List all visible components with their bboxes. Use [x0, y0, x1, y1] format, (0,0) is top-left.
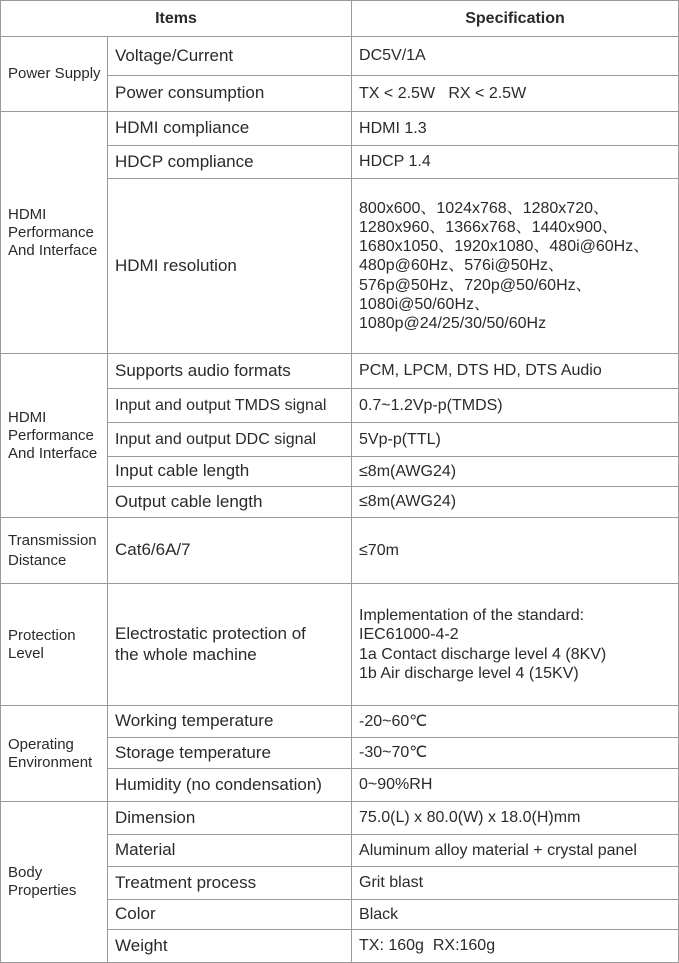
resolution-line: 1080i@50/60Hz、 — [359, 295, 491, 313]
category-power-supply: Power Supply — [1, 37, 108, 112]
table-row — [1, 584, 679, 706]
category-line: Transmission — [8, 532, 97, 549]
category-line: Protection — [8, 626, 76, 644]
audio-formats-value: PCM, LPCM, DTS HD, DTS Audio — [352, 354, 679, 389]
hdmi-resolution-label: HDMI resolution — [108, 179, 352, 354]
storage-temperature-label: Storage temperature — [108, 738, 352, 769]
table-row — [1, 354, 679, 389]
tmds-signal-label: Input and output TMDS signal — [108, 389, 352, 423]
weight-label: Weight — [108, 930, 352, 963]
voltage-label: Voltage/Current — [108, 37, 352, 76]
value-line: IEC61000-4-2 — [359, 626, 459, 644]
category-line: Performance — [8, 426, 94, 444]
table-row — [1, 518, 679, 584]
category-line: Distance — [8, 551, 67, 569]
category-line: And Interface — [8, 241, 98, 259]
treatment-process-value: Grit blast — [352, 867, 679, 900]
consumption-value: TX < 2.5W RX < 2.5W — [352, 76, 679, 112]
transmission-distance-value: ≤70m — [352, 518, 679, 584]
label-line: the whole machine — [115, 644, 257, 664]
table-row — [1, 802, 679, 835]
header-row — [1, 1, 679, 37]
working-temperature-value: -20~60℃ — [352, 706, 679, 738]
dimension-label: Dimension — [108, 802, 352, 835]
electrostatic-protection-value — [352, 584, 679, 706]
humidity-label: Humidity (no condensation) — [108, 769, 352, 802]
output-cable-length-value: ≤8m(AWG24) — [352, 487, 679, 518]
color-value: Black — [352, 900, 679, 930]
storage-temperature-value: -30~70℃ — [352, 738, 679, 769]
output-cable-length-label: Output cable length — [108, 487, 352, 518]
resolution-line: 1280x960、1366x768、1440x900、 — [359, 219, 618, 237]
specification-header: Specification — [352, 1, 679, 37]
category-line: Operating — [8, 735, 74, 753]
category-body-properties — [1, 802, 108, 963]
working-temperature-label: Working temperature — [108, 706, 352, 738]
category-line: And Interface — [8, 444, 98, 462]
treatment-process-label: Treatment process — [108, 867, 352, 900]
resolution-line: 480p@60Hz、576i@50Hz、 — [359, 257, 565, 275]
weight-value: TX: 160g RX:160g — [352, 930, 679, 963]
voltage-value: DC5V/1A — [352, 37, 679, 76]
hdmi-resolution-value — [352, 179, 679, 354]
category-line: Level — [8, 644, 44, 662]
category-protection-level — [1, 584, 108, 706]
value-line: Implementation of the standard: — [359, 607, 585, 625]
hdmi-compliance-value: HDMI 1.3 — [352, 112, 679, 146]
category-operating-environment — [1, 706, 108, 802]
category-line: Body — [8, 864, 43, 881]
value-line: 1b Air discharge level 4 (15KV) — [359, 664, 579, 682]
audio-formats-label: Supports audio formats — [108, 354, 352, 389]
color-label: Color — [108, 900, 352, 930]
table-row — [1, 706, 679, 738]
category-line: Performance — [8, 223, 94, 241]
hdcp-compliance-value: HDCP 1.4 — [352, 146, 679, 179]
table-row — [1, 37, 679, 76]
input-cable-length-value: ≤8m(AWG24) — [352, 457, 679, 487]
hdcp-compliance-label: HDCP compliance — [108, 146, 352, 179]
material-label: Material — [108, 835, 352, 867]
category-hdmi-performance — [1, 354, 108, 518]
value-line: 1a Contact discharge level 4 (8KV) — [359, 645, 607, 663]
ddc-signal-label: Input and output DDC signal — [108, 423, 352, 457]
label-line: Electrostatic protection of — [115, 624, 306, 644]
category-hdmi-performance — [1, 112, 108, 354]
input-cable-length-label: Input cable length — [108, 457, 352, 487]
cable-type-label: Cat6/6A/7 — [108, 518, 352, 584]
category-line: HDMI — [8, 205, 47, 223]
items-header: Items — [1, 1, 352, 37]
category-line: HDMI — [8, 408, 47, 426]
consumption-label: Power consumption — [108, 76, 352, 112]
resolution-line: 1680x1050、1920x1080、480i@60Hz、 — [359, 238, 650, 256]
category-line: Environment — [8, 753, 93, 771]
hdmi-compliance-label: HDMI compliance — [108, 112, 352, 146]
resolution-line: 800x600、1024x768、1280x720、 — [359, 199, 609, 217]
electrostatic-protection-label — [108, 584, 352, 706]
category-transmission-distance — [1, 518, 108, 584]
humidity-value: 0~90%RH — [352, 769, 679, 802]
tmds-signal-value: 0.7~1.2Vp-p(TMDS) — [352, 389, 679, 423]
material-value: Aluminum alloy material + crystal panel — [352, 835, 679, 867]
ddc-signal-value: 5Vp-p(TTL) — [352, 423, 679, 457]
resolution-line: 1080p@24/25/30/50/60Hz — [359, 314, 547, 332]
resolution-line: 576p@50Hz、720p@50/60Hz、 — [359, 276, 592, 294]
category-line: Properties — [8, 882, 77, 899]
table-row — [1, 112, 679, 146]
dimension-value: 75.0(L) x 80.0(W) x 18.0(H)mm — [352, 802, 679, 835]
